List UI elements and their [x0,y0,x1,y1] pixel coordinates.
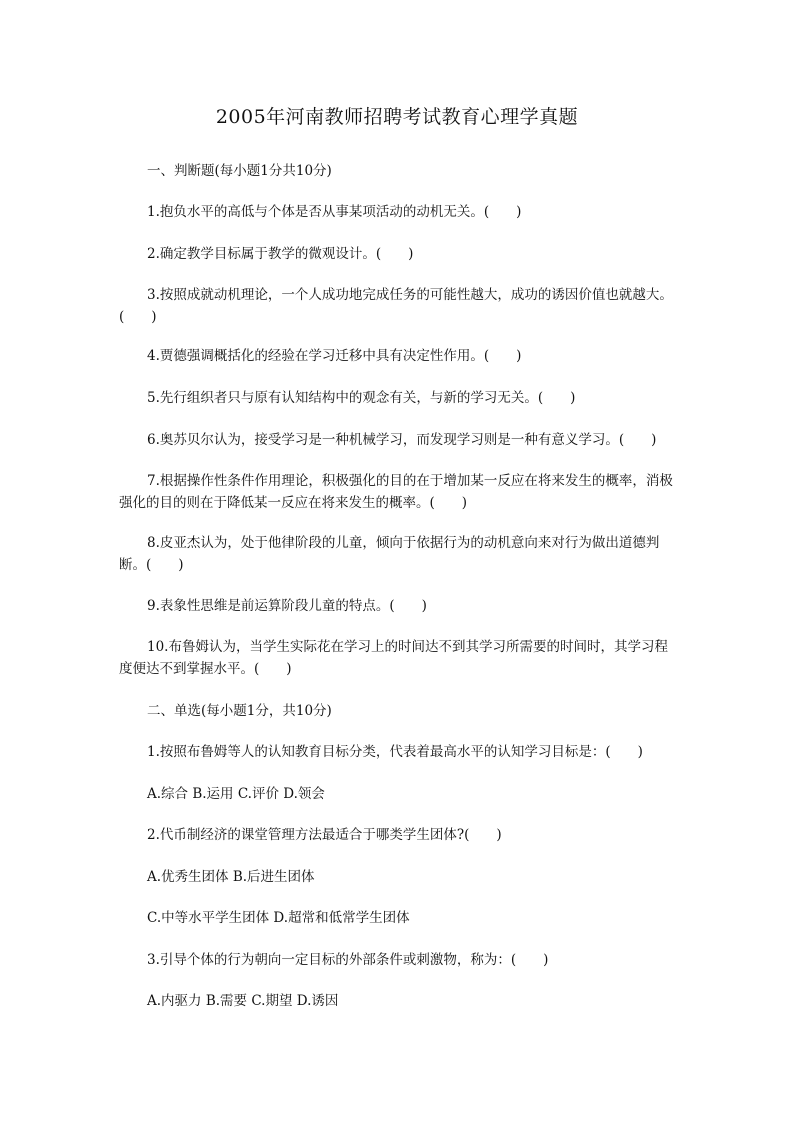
question-item: 6.奥苏贝尔认为，接受学习是一种机械学习，而发现学习则是一种有意义学习。( ) [147,432,657,448]
answer-options: A.优秀生团体 B.后进生团体 [147,869,315,885]
question-item: 7.根据操作性条件作用理论，积极强化的目的在于增加某一反应在将来发生的概率，消极强化的目的则在于降低某一反应在将来发生的概率。( ) [119,473,673,511]
answer-options: A.内驱力 B.需要 C.期望 D.诱因 [147,993,339,1009]
question-item: 4.贾德强调概括化的经验在学习迁移中具有决定性作用。( ) [147,348,522,364]
answer-options: C.中等水平学生团体 D.超常和低常学生团体 [147,910,410,926]
question-item: 2.确定教学目标属于教学的微观设计。( ) [147,246,414,262]
question-item: 5.先行组织者只与原有认知结构中的观念有关，与新的学习无关。( ) [147,390,576,406]
question-item: 8.皮亚杰认为，处于他律阶段的儿童，倾向于依据行为的动机意向来对行为做出道德判断。( ) [119,535,660,573]
question-item: 3.按照成就动机理论，一个人成功地完成任务的可能性越大，成功的诱因价值也就越大。( ) [119,287,673,325]
question-item: 2.代币制经济的课堂管理方法最适合于哪类学生团体?( ) [147,827,502,843]
question-item: 9.表象性思维是前运算阶段儿童的特点。( ) [147,598,427,614]
question-item: 1.抱负水平的高低与个体是否从事某项活动的动机无关。( ) [147,204,522,220]
question-item: 3.引导个体的行为朝向一定目标的外部条件或刺激物，称为：( ) [147,952,549,968]
document-title: 2005年河南教师招聘考试教育心理学真题 [215,106,579,128]
section-heading-judgment: 一、判断题(每小题1分共10分) [147,163,332,179]
question-item: 10.布鲁姆认为，当学生实际花在学习上的时间达不到其学习所需要的时间时，其学习程度便达不到掌握水平。( ) [119,639,668,677]
question-item: 1.按照布鲁姆等人的认知教育目标分类，代表着最高水平的认知学习目标是：( ) [147,744,643,760]
answer-options: A.综合 B.运用 C.评价 D.领会 [147,786,325,802]
section-heading-single-choice: 二、单选(每小题1分，共10分) [147,703,332,719]
